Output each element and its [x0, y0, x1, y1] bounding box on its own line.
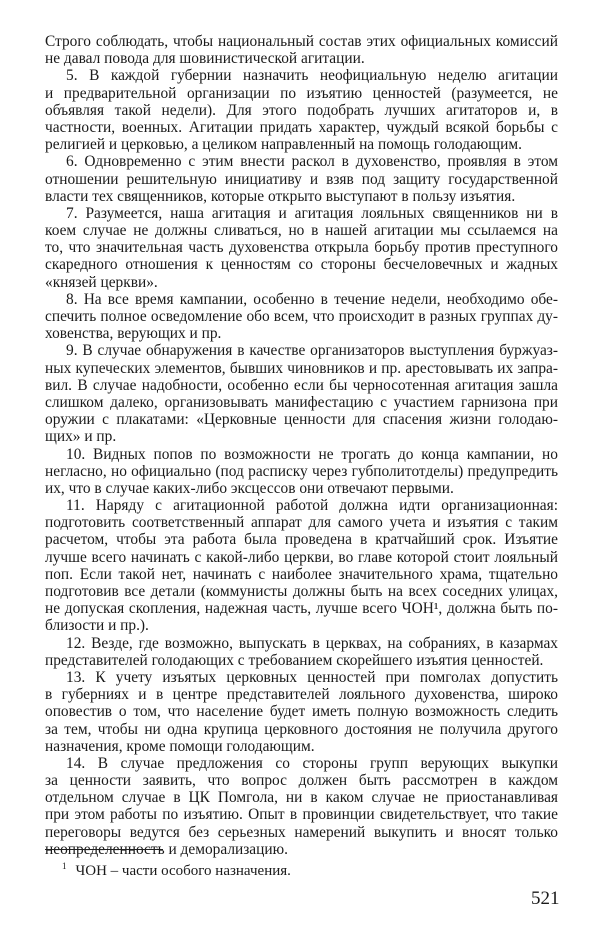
- paragraph: [45, 635, 558, 669]
- page-number: 521: [531, 888, 560, 909]
- paragraph: [45, 291, 558, 343]
- text-line: и предварительной организации по изъятию ценностей (разумеется, не: [45, 84, 558, 102]
- text-line: коем случае не должны сливаться, но в нашей агитации мы ссылаемся на: [45, 222, 558, 240]
- text-line: 13. К учету изъятых церковных ценностей при помголах допустить: [66, 668, 558, 686]
- text-line: ховенства, верующих и пр.: [45, 325, 222, 343]
- text-line: спечить полное осведомление обо всем, что происходит в разных группах ду-: [45, 308, 558, 325]
- text-line: в губерниях и в центре представителей лояльного духовенства, широко: [45, 686, 558, 704]
- paragraph: [45, 755, 558, 858]
- text-line: 6. Одновременно с этим внести раскол в духовенство, проявляя в этом: [66, 153, 558, 171]
- text-line: Строго соблюдать, чтобы национальный состав этих официальных комиссий: [45, 33, 558, 50]
- text-line: расчетом, чтобы эта работа была проведена в кратчайший срок. Изъятие: [45, 531, 558, 549]
- paragraph: [45, 446, 558, 498]
- text-line: 7. Разумеется, наша агитация и агитация лояльных священников ни в: [66, 204, 558, 222]
- text-line: 14. В случае предложения со стороны групп верующих выкупки: [66, 754, 558, 772]
- footnote-text: ЧОН – части особого назначения.: [75, 863, 291, 879]
- text-line: назначения, кроме помощи голодающим.: [45, 737, 315, 755]
- text-line: за тем, чтобы ни одна крупица церковного достояния не получила другого: [45, 720, 558, 738]
- footnote: [62, 857, 291, 880]
- paragraph: [45, 342, 558, 445]
- text-line: 12. Везде, где возможно, выпускать в церквах, на собраниях, в казармах: [66, 634, 558, 652]
- text-line: неопределенность и деморализацию.: [45, 840, 288, 858]
- text-line: 11. Наряду с агитационной работой должна идти организационная:: [66, 497, 558, 515]
- text-line: представителей голодающих с требованием скорейшего изъятия ценностей.: [45, 651, 544, 669]
- footnote-divider: [45, 849, 163, 850]
- text-line: ных купеческих элементов, бывших чиновников и пр. арестовывать их запра-: [45, 359, 558, 377]
- paragraph: [45, 205, 558, 291]
- paragraph: [45, 33, 558, 67]
- text-line: оповестив о том, что население будет иметь полную возможность следить: [45, 703, 558, 721]
- text-line: за ценности заявить, что вопрос должен быть рассмотрен в каждом: [45, 772, 558, 790]
- text-line: отношении решительную инициативу и взяв под защиту государственной: [45, 170, 558, 188]
- paragraph: [45, 497, 558, 635]
- paragraph: [45, 67, 558, 153]
- text-line: 5. В каждой губернии назначить неофициальную неделю агитации: [66, 67, 558, 85]
- text-line: их, что в случае каких-либо эксцессов они отвечают первыми.: [45, 479, 454, 497]
- text-line: негласно, но официально (под расписку через губполитотделы) предупредить: [45, 462, 558, 480]
- text-line: оружии с плакатами: «Церковные ценности для спасения жизни голодаю-: [45, 411, 558, 429]
- text-line: близости и пр.).: [45, 617, 149, 635]
- text-line: не допуская скопления, надежная часть, лучше всего ЧОН¹, должна быть по-: [45, 600, 558, 618]
- text-line: то, что значительная часть духовенства открыла борьбу против преступного: [45, 239, 558, 257]
- text-line: лучше всего начинать с какой-либо церкви, во главе которой стоит лояльный: [45, 548, 558, 566]
- text-line: переговоры ведутся без серьезных намерений выкупить и вносят только: [45, 823, 558, 841]
- text-line: религией и церковью, а целиком направленный на помощь голодающим.: [45, 136, 522, 154]
- text-line: частности, военных. Агитации придать характер, чуждый всякой борьбы с: [45, 118, 558, 136]
- text-line: 9. В случае обнаружения в качестве организаторов выступления буржуаз-: [66, 342, 558, 360]
- paragraph: [45, 669, 558, 755]
- text-line: поп. Если такой нет, начинать с наиболее значительного храма, тщательно: [45, 565, 558, 583]
- text-line: власти тех священников, которые открыто выступают в пользу изъятия.: [45, 187, 516, 205]
- text-line: щих» и пр.: [45, 428, 117, 446]
- text-line: подготовив все детали (коммунисты должны быть на всех соседних улицах,: [45, 583, 558, 600]
- footnote-marker: 1: [62, 861, 67, 871]
- document-body: [45, 33, 558, 858]
- text-line: скаредного отношения к ценностям со стороны бесчеловечных и жадных: [45, 256, 558, 274]
- text-line: при этом работы по изъятию. Опыт в провинции свидетельствует, что такие: [45, 806, 558, 824]
- text-line: слишком далеко, организовывать манифестацию с участием гарнизона при: [45, 393, 558, 411]
- text-line: вил. В случае надобности, особенно если бы черносотенная агитация зашла: [45, 376, 558, 394]
- paragraph: [45, 153, 558, 205]
- text-line: подготовить соответственный аппарат для самого учета и изъятия с таким: [45, 514, 558, 532]
- text-line: 10. Видных попов по возможности не трогать до конца кампании, но: [66, 445, 558, 463]
- text-line: «князей церкви».: [45, 273, 158, 291]
- text-line: отдельном случае в ЦК Помгола, ни в каком случае не приостанавливая: [45, 789, 558, 807]
- text-line: объявляя такой недели). Для этого подобрать лучших агитаторов и, в: [45, 101, 558, 119]
- text-line: не давал повода для шовинистической агитации.: [45, 50, 365, 68]
- text-line: 8. На все время кампании, особенно в течение недели, необходимо обе-: [66, 290, 558, 308]
